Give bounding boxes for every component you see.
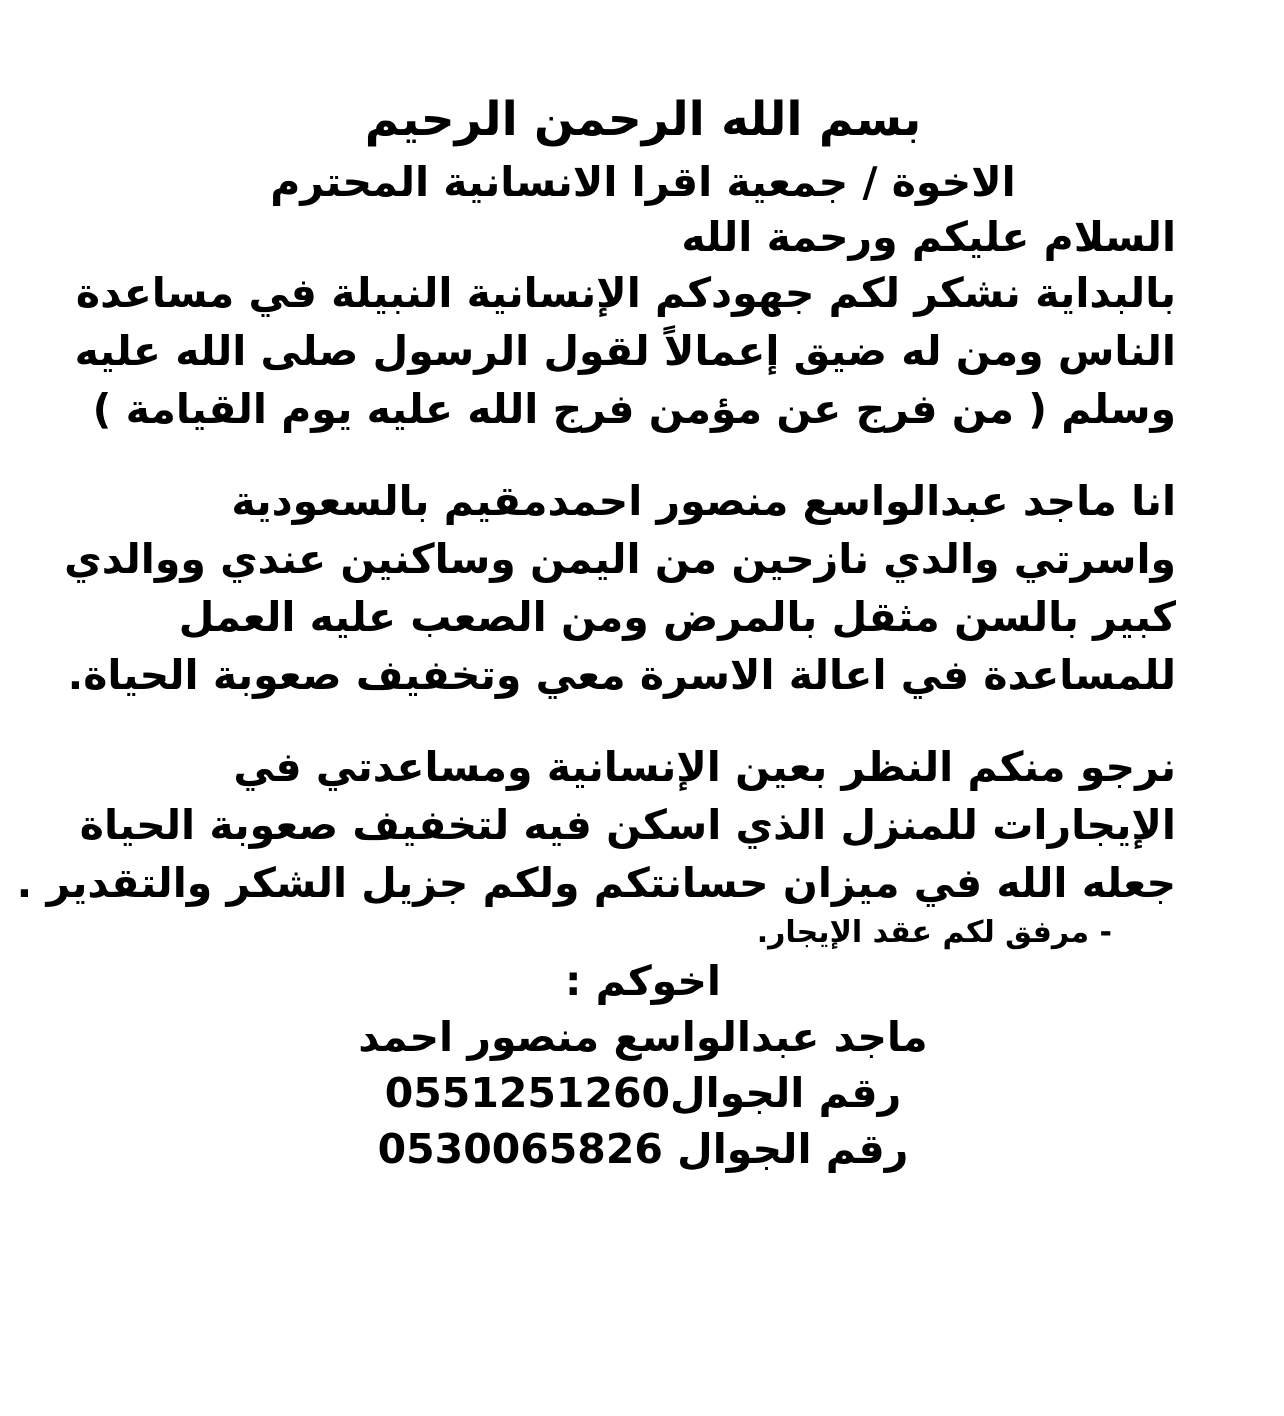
paragraph-situation-line-4: للمساعدة في اعالة الاسرة معي وتخفيف صعوبة الحياة. [67, 651, 1176, 699]
paragraph-thanks [74, 264, 1176, 438]
paragraph-situation-line-2: واسرتي والدي نازحين من اليمن وساكنين عندي ووالدي [64, 535, 1176, 583]
phone-line-2: رقم الجوال 0530065826 [377, 1125, 909, 1173]
basmala-title: بسم الله الرحمن الرحيم [364, 92, 922, 147]
paragraph-thanks-line-2: الناس ومن له ضيق إعمالاً لقول الرسول صلى الله عليه [74, 327, 1176, 375]
paragraph-request-line-1: نرجو منكم النظر بعين الإنسانية ومساعدتي في [233, 743, 1176, 791]
paragraph-request [16, 738, 1176, 912]
paragraph-situation [64, 472, 1176, 704]
paragraph-thanks-line-3: وسلم ( من فرج عن مؤمن فرج الله عليه يوم القيامة ) [92, 385, 1176, 433]
attachment-note: - مرفق لكم عقد الإيجار. [756, 915, 1112, 950]
phone-line-1: رقم الجوال0551251260 [384, 1069, 902, 1117]
paragraph-situation-line-1: انا ماجد عبدالواسع منصور احمدمقيم بالسعودية [231, 477, 1176, 525]
paragraph-thanks-line-1: بالبداية نشكر لكم جهودكم الإنسانية النبيلة في مساعدة [75, 269, 1176, 317]
paragraph-request-line-2: الإيجارات للمنزل الذي اسكن فيه لتخفيف صعوبة الحياة [79, 801, 1176, 849]
greeting-line: السلام عليكم ورحمة الله [681, 213, 1176, 261]
paragraph-situation-line-3: كبير بالسن مثقل بالمرض ومن الصعب عليه العمل [178, 593, 1176, 641]
paragraph-request-line-3: جعله الله في ميزان حسانتكم ولكم جزيل الشكر والتقدير . [16, 859, 1176, 907]
closing-label: اخوكم : [565, 957, 721, 1005]
addressee-line: الاخوة / جمعية اقرا الانسانية المحترم [270, 158, 1016, 206]
signature-name: ماجد عبدالواسع منصور احمد [358, 1013, 928, 1061]
